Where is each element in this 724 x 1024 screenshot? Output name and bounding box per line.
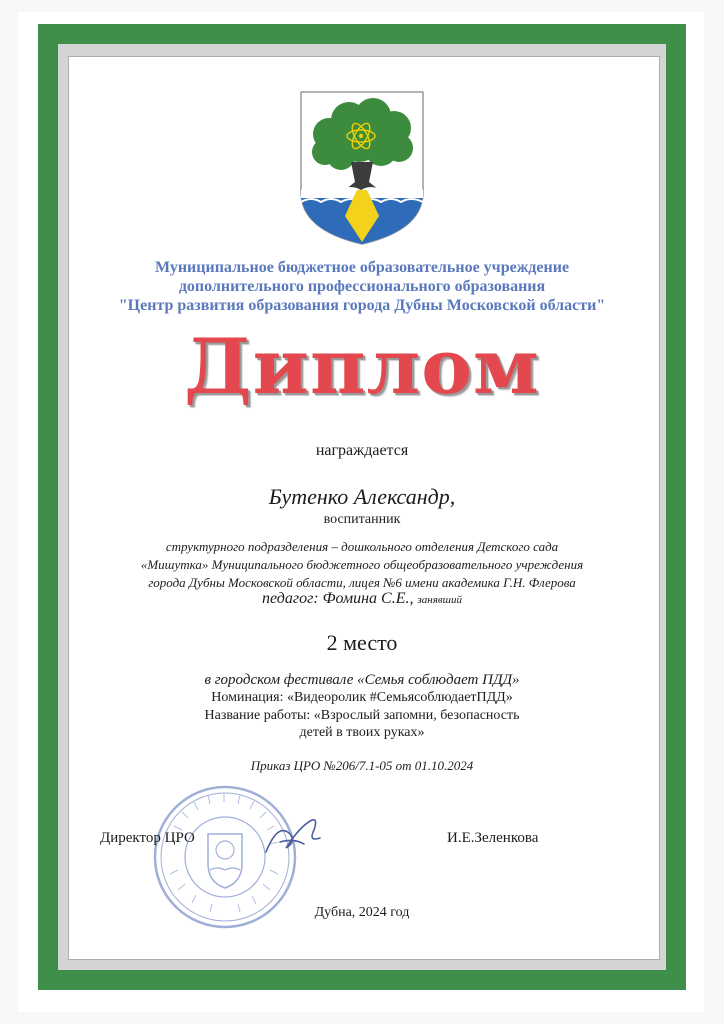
organization-line-1: Муниципальное бюджетное образовательное учреждение [154,259,570,276]
recipient-role: воспитанник [323,512,401,527]
work-title-line-2: детей в твоих руках» [299,725,425,740]
director-name: И.Е.Зеленкова [447,830,539,846]
awarded-text: награждается [315,442,409,459]
teacher-name: педагог: Фомина С.Е., [262,590,414,607]
diploma-title: Диплом [184,322,540,411]
director-position: Директор ЦРО [100,830,195,846]
institution-line-1: структурного подразделения – дошкольного отделения Детского сада [165,539,559,554]
teacher-suffix: занявший [417,594,462,606]
work-title-line-1: Название работы: «Взрослый запомни, безопасность [204,708,520,723]
order-reference: Приказ ЦРО №206/7.1-05 от 01.10.2024 [250,758,474,773]
institution-line-2: «Мишутка» Муниципального бюджетного общеобразовательного учреждения [140,557,584,572]
place-award: 2 место [326,630,398,655]
footer-place-year: Дубна, 2024 год [314,905,410,920]
recipient-name: Бутенко Александр, [268,484,456,509]
institution-line-3: города Дубны Московской области, лицея №6 имени академика Г.Н. Флерова [148,575,576,590]
organization-line-2: дополнительного профессионального образования [178,278,546,295]
handwritten-signature [260,812,330,860]
coat-of-arms-emblem [299,90,425,246]
festival-name: в городском фестивале «Семья соблюдает ПДД» [204,672,520,688]
organization-line-3: "Центр развития образования города Дубны Московской области" [118,297,606,314]
teacher-line [0,590,724,608]
nomination-text: Номинация: «Видеоролик #СемьясоблюдаетПДД» [211,690,513,705]
